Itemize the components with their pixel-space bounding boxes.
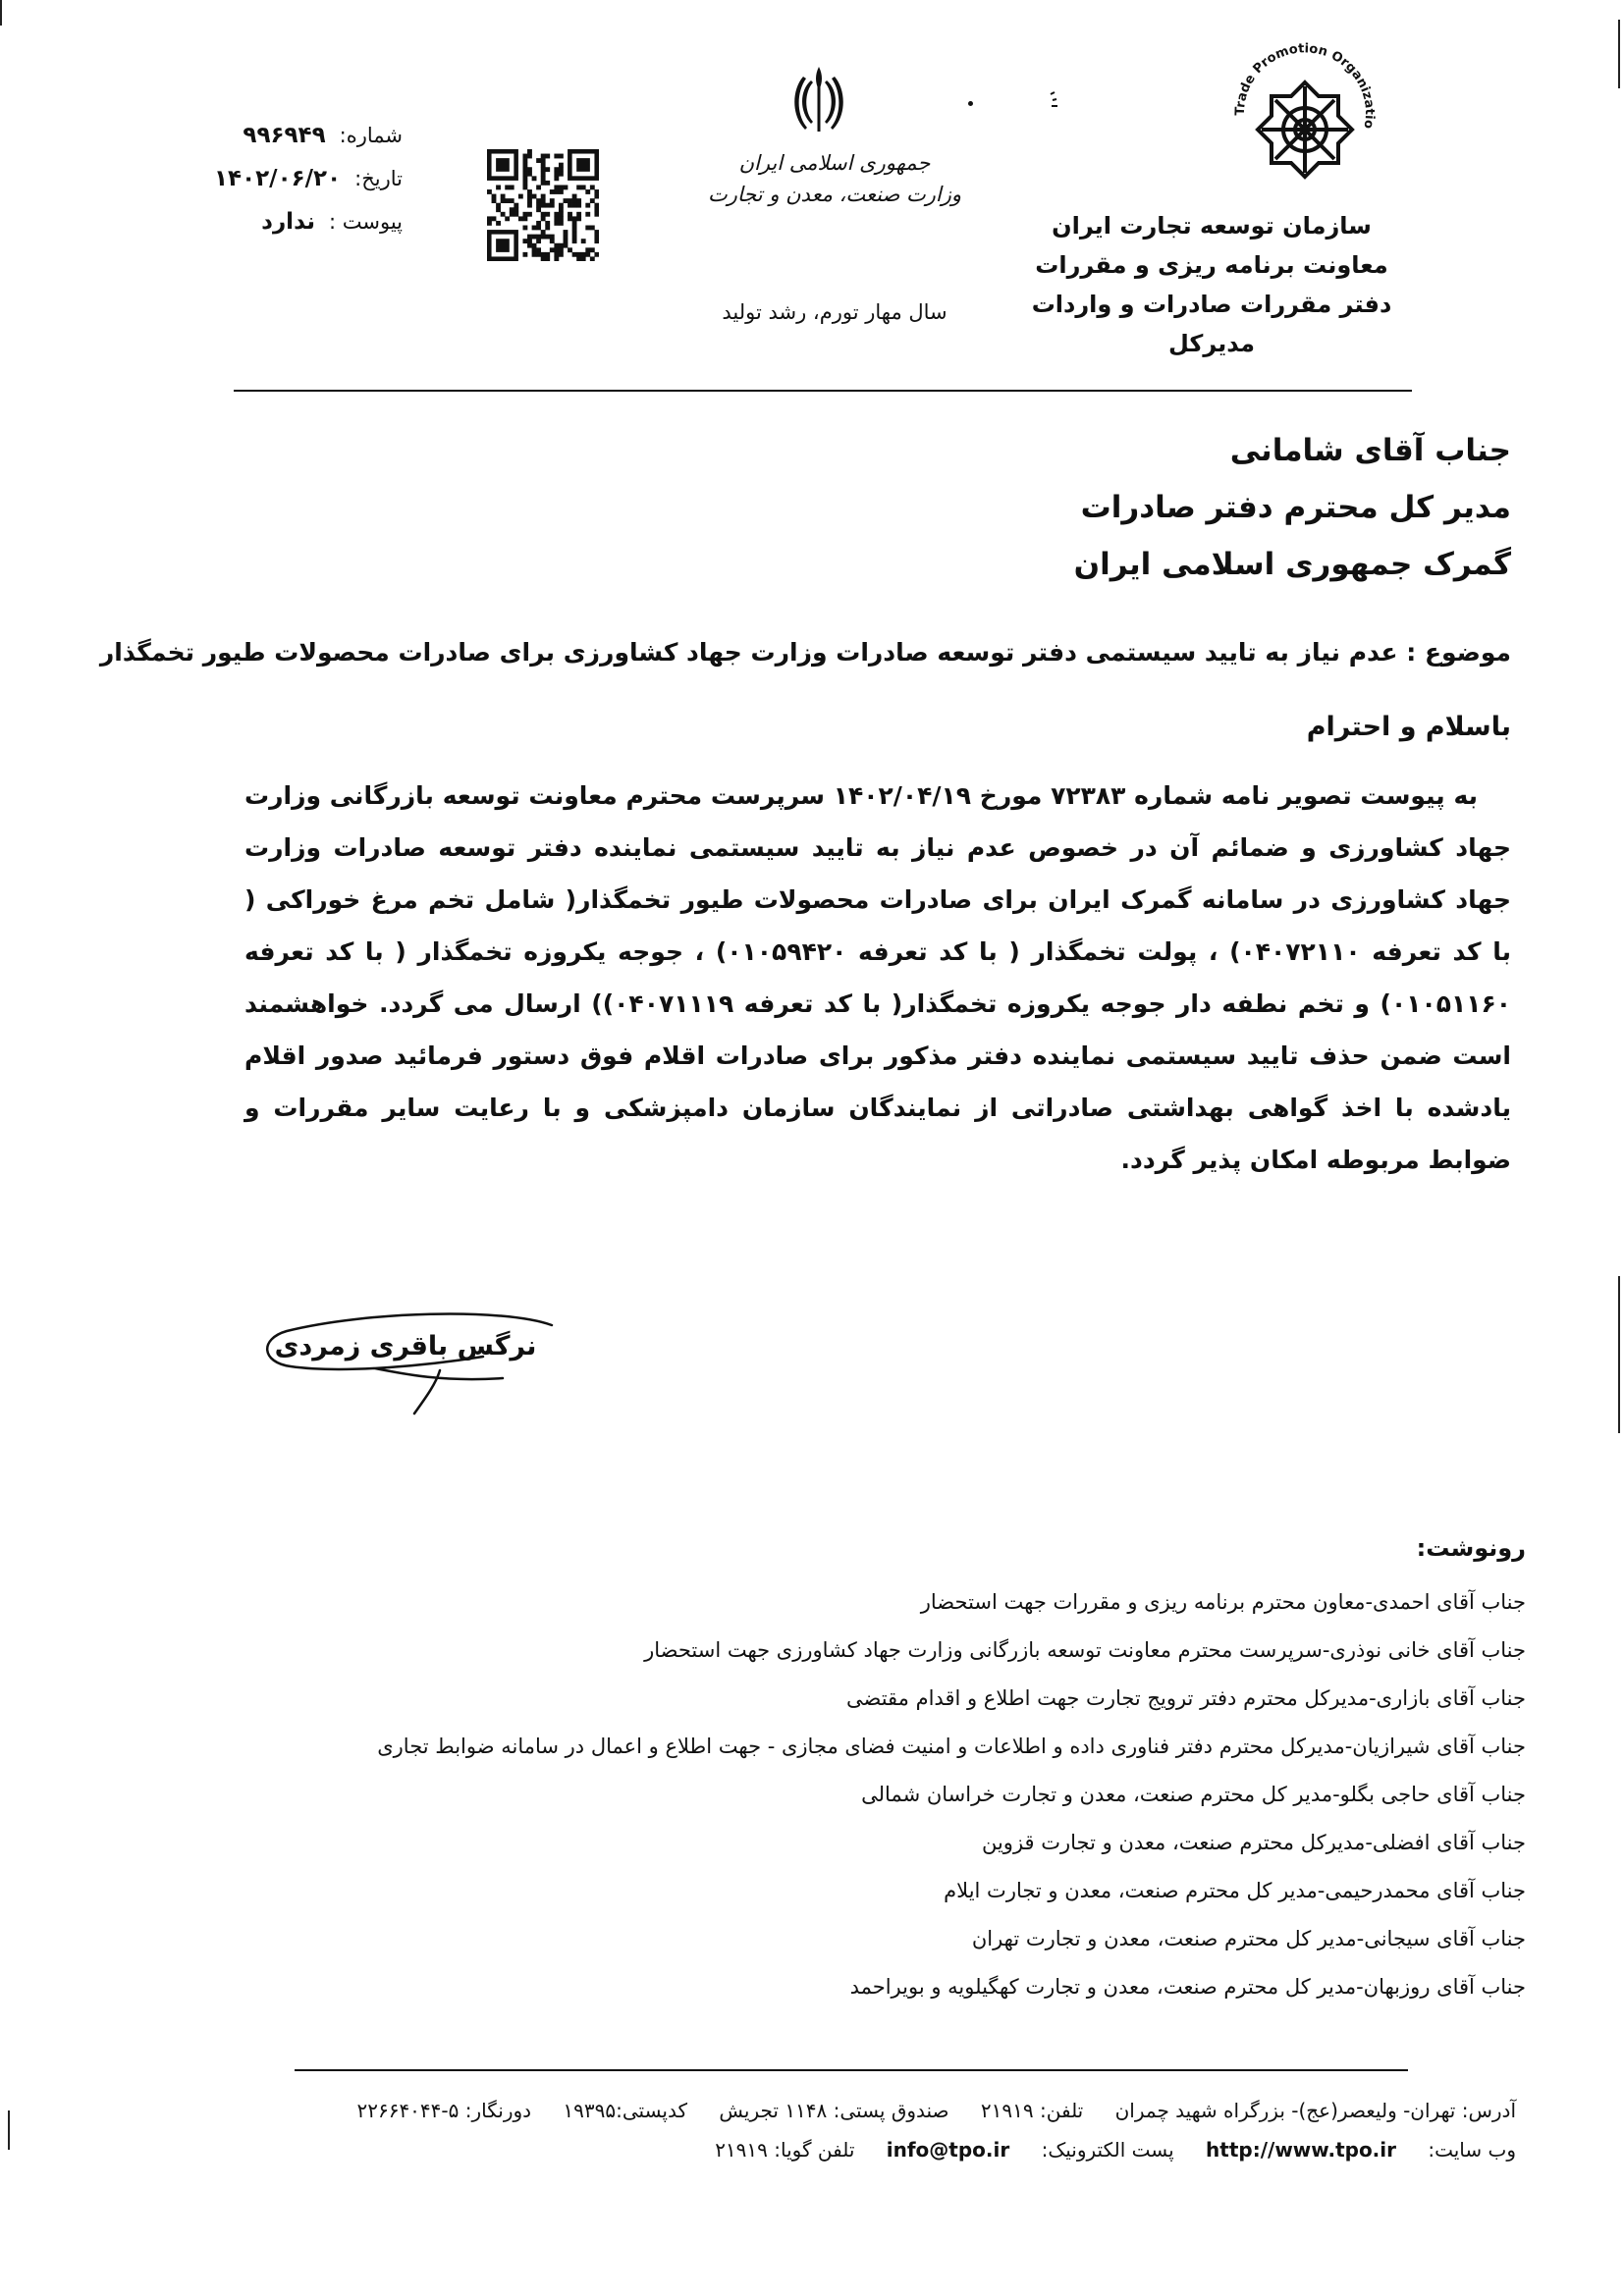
letter-subject: موضوع : عدم نیاز به تایید سیستمی دفتر توسعه صادرات وزارت جهاد کشاورزی برای صادرات محصولات طیور تخمگذار [99,638,1511,667]
org-role: مدیرکل [1167,330,1256,357]
year-slogan: سال مهار تورم، رشد تولید [722,300,947,324]
footer-postal-code: کدپستی:۱۹۳۹۵ [563,2099,688,2122]
iran-emblem-icon [789,61,848,139]
cc-item: جناب آقای افضلی-مدیرکل محترم صنعت، معدن و تجارت قزوین [981,1831,1526,1854]
footer-email-label: پست الکترونیک: [1041,2138,1174,2162]
scan-edge-mark [1618,20,1620,88]
attachment-row [147,200,403,243]
cc-item: جناب آقای احمدی-معاون محترم برنامه ریزی و مقررات جهت استحضار [920,1590,1526,1614]
scan-edge-mark [0,0,2,26]
addressee-title: مدیر کل محترم دفتر صادرات [1080,490,1511,525]
letter-date: ۱۴۰۲/۰۶/۲۰ [214,166,342,191]
letter-meta [147,114,403,243]
cc-item: جناب آقای خانی نوذری-سرپرست محترم معاونت توسعه بازرگانی وزارت جهاد کشاورزی جهت استحضار [644,1638,1526,1662]
org-name: سازمان توسعه تجارت ایران [1052,212,1372,240]
letter-number: ۹۹۶۹۴۹ [243,123,326,148]
addressee-org: گمرک جمهوری اسلامی ایران [1073,547,1511,582]
footer-po-box: صندوق پستی: ۱۱۴۸ تجریش [719,2099,949,2122]
tpo-logo [1217,35,1393,212]
scan-edge-mark [1618,1276,1620,1433]
number-label: شماره: [339,124,403,147]
cc-title: رونوشت: [1416,1534,1526,1562]
footer-line-1 [122,2091,1516,2130]
org-deputy: معاونت برنامه ریزی و مقررات [1035,251,1388,279]
footer-website-label: وب سایت: [1428,2138,1516,2162]
footer-email-link[interactable]: info@tpo.ir [886,2138,1010,2162]
signer-name: نرگس باقری زمردی [274,1331,537,1362]
cc-item: جناب آقای سیجانی-مدیر کل محترم صنعت، معدن و تجارت تهران [971,1927,1526,1950]
footer-line-2 [122,2130,1516,2169]
header-divider [234,390,1412,392]
qr-code[interactable] [487,149,599,261]
cc-item: جناب آقای حاجی بگلو-مدیر کل محترم صنعت، معدن و تجارت خراسان شمالی [861,1783,1526,1806]
svg-text:Trade Promotion Organization o [1217,35,1377,130]
footer-voice-phone: تلفن گویا: ۲۱۹۱۹ [715,2138,855,2162]
footer-website-link[interactable]: http://www.tpo.ir [1206,2138,1396,2162]
footer-address: آدرس: تهران- ولیعصر(عج)- بزرگراه شهید چمران [1114,2099,1516,2122]
cc-item: جناب آقای شیرازیان-مدیرکل محترم دفتر فناوری داده و اطلاعات و امنیت فضای مجازی - جهت اطلاع و اعمال در سامانه ضوابط تجاری [377,1735,1526,1758]
ink-dot [968,101,973,106]
republic-name: جمهوری اسلامی ایران [738,151,931,175]
ink-mark [1049,90,1060,110]
addressee-block [627,422,1511,593]
attachment-value: ندارد [261,209,315,235]
date-label: تاریخ: [354,167,403,190]
signature-scribble [257,1306,581,1423]
greeting: باسلام و احترام [1306,712,1511,742]
scan-edge-mark [8,2110,10,2150]
addressee-name: جناب آقای شامانی [1229,433,1511,468]
cc-item: جناب آقای روزبهان-مدیر کل محترم صنعت، معدن و تجارت کهگیلویه و بویراحمد [849,1975,1526,1999]
number-row [147,114,403,157]
footer [122,2091,1516,2169]
org-office: دفتر مقررات صادرات و واردات [1031,291,1392,318]
cc-item: جناب آقای بازاری-مدیرکل محترم دفتر ترویج تجارت جهت اطلاع و اقدام مقتضی [845,1686,1526,1710]
cc-list [151,1578,1526,2011]
org-heading [1025,206,1398,363]
government-title [707,147,962,210]
attachment-label: پیوست : [329,210,403,234]
footer-phone: تلفن: ۲۱۹۱۹ [980,2099,1084,2122]
logo-arc-text: Trade Promotion Organizatio [1232,41,1378,131]
footer-divider [295,2069,1408,2071]
ministry-name: وزارت صنعت، معدن و تجارت [707,183,962,206]
footer-fax: دورنگار: ۵-۲۲۶۶۴۰۴۴ [356,2099,532,2122]
date-row [147,157,403,200]
letter-body: به پیوست تصویر نامه شماره ۷۲۳۸۳ مورخ ۱۴۰۲/۰۴/۱۹ سرپرست محترم معاونت توسعه بازرگانی وزارت جهاد کشاورزی و ضمائم آن در خصوص عدم نیاز به تایید سیستمی نماینده دفتر توسعه صادرات وزارت جهاد کشاورزی در سامانه گمرک ایران برای صادرات محصولات طیور تخمگذار( شامل تخم مرغ خوراکی ( با کد تعرفه ۰۴۰۷۲۱۱۰) ، پولت تخمگذار ( با کد تعرفه ۰۱۰۵۹۴۲۰) ، جوجه یکروزه تخمگذار ( با کد تعرفه ۰۱۰۵۱۱۶۰) و تخم نطفه دار جوجه یکروزه تخمگذار( با کد تعرفه ۰۴۰۷۱۱۱۹)) ارسال می گردد. خواهشمند است ضمن حذف تایید سیستمی نماینده دفتر مذکور برای صادرات اقلام فوق دستور فرمائید صدور اقلام یادشده با اخذ گواهی بهداشتی صادراتی از نمایندگان سازمان دامپزشکی و با رعایت سایر مقررات و ضوابط مربوطه امکان پذیر گردد. [244,781,1512,1174]
cc-item: جناب آقای محمدرحیمی-مدیر کل محترم صنعت، معدن و تجارت ایلام [944,1879,1526,1902]
